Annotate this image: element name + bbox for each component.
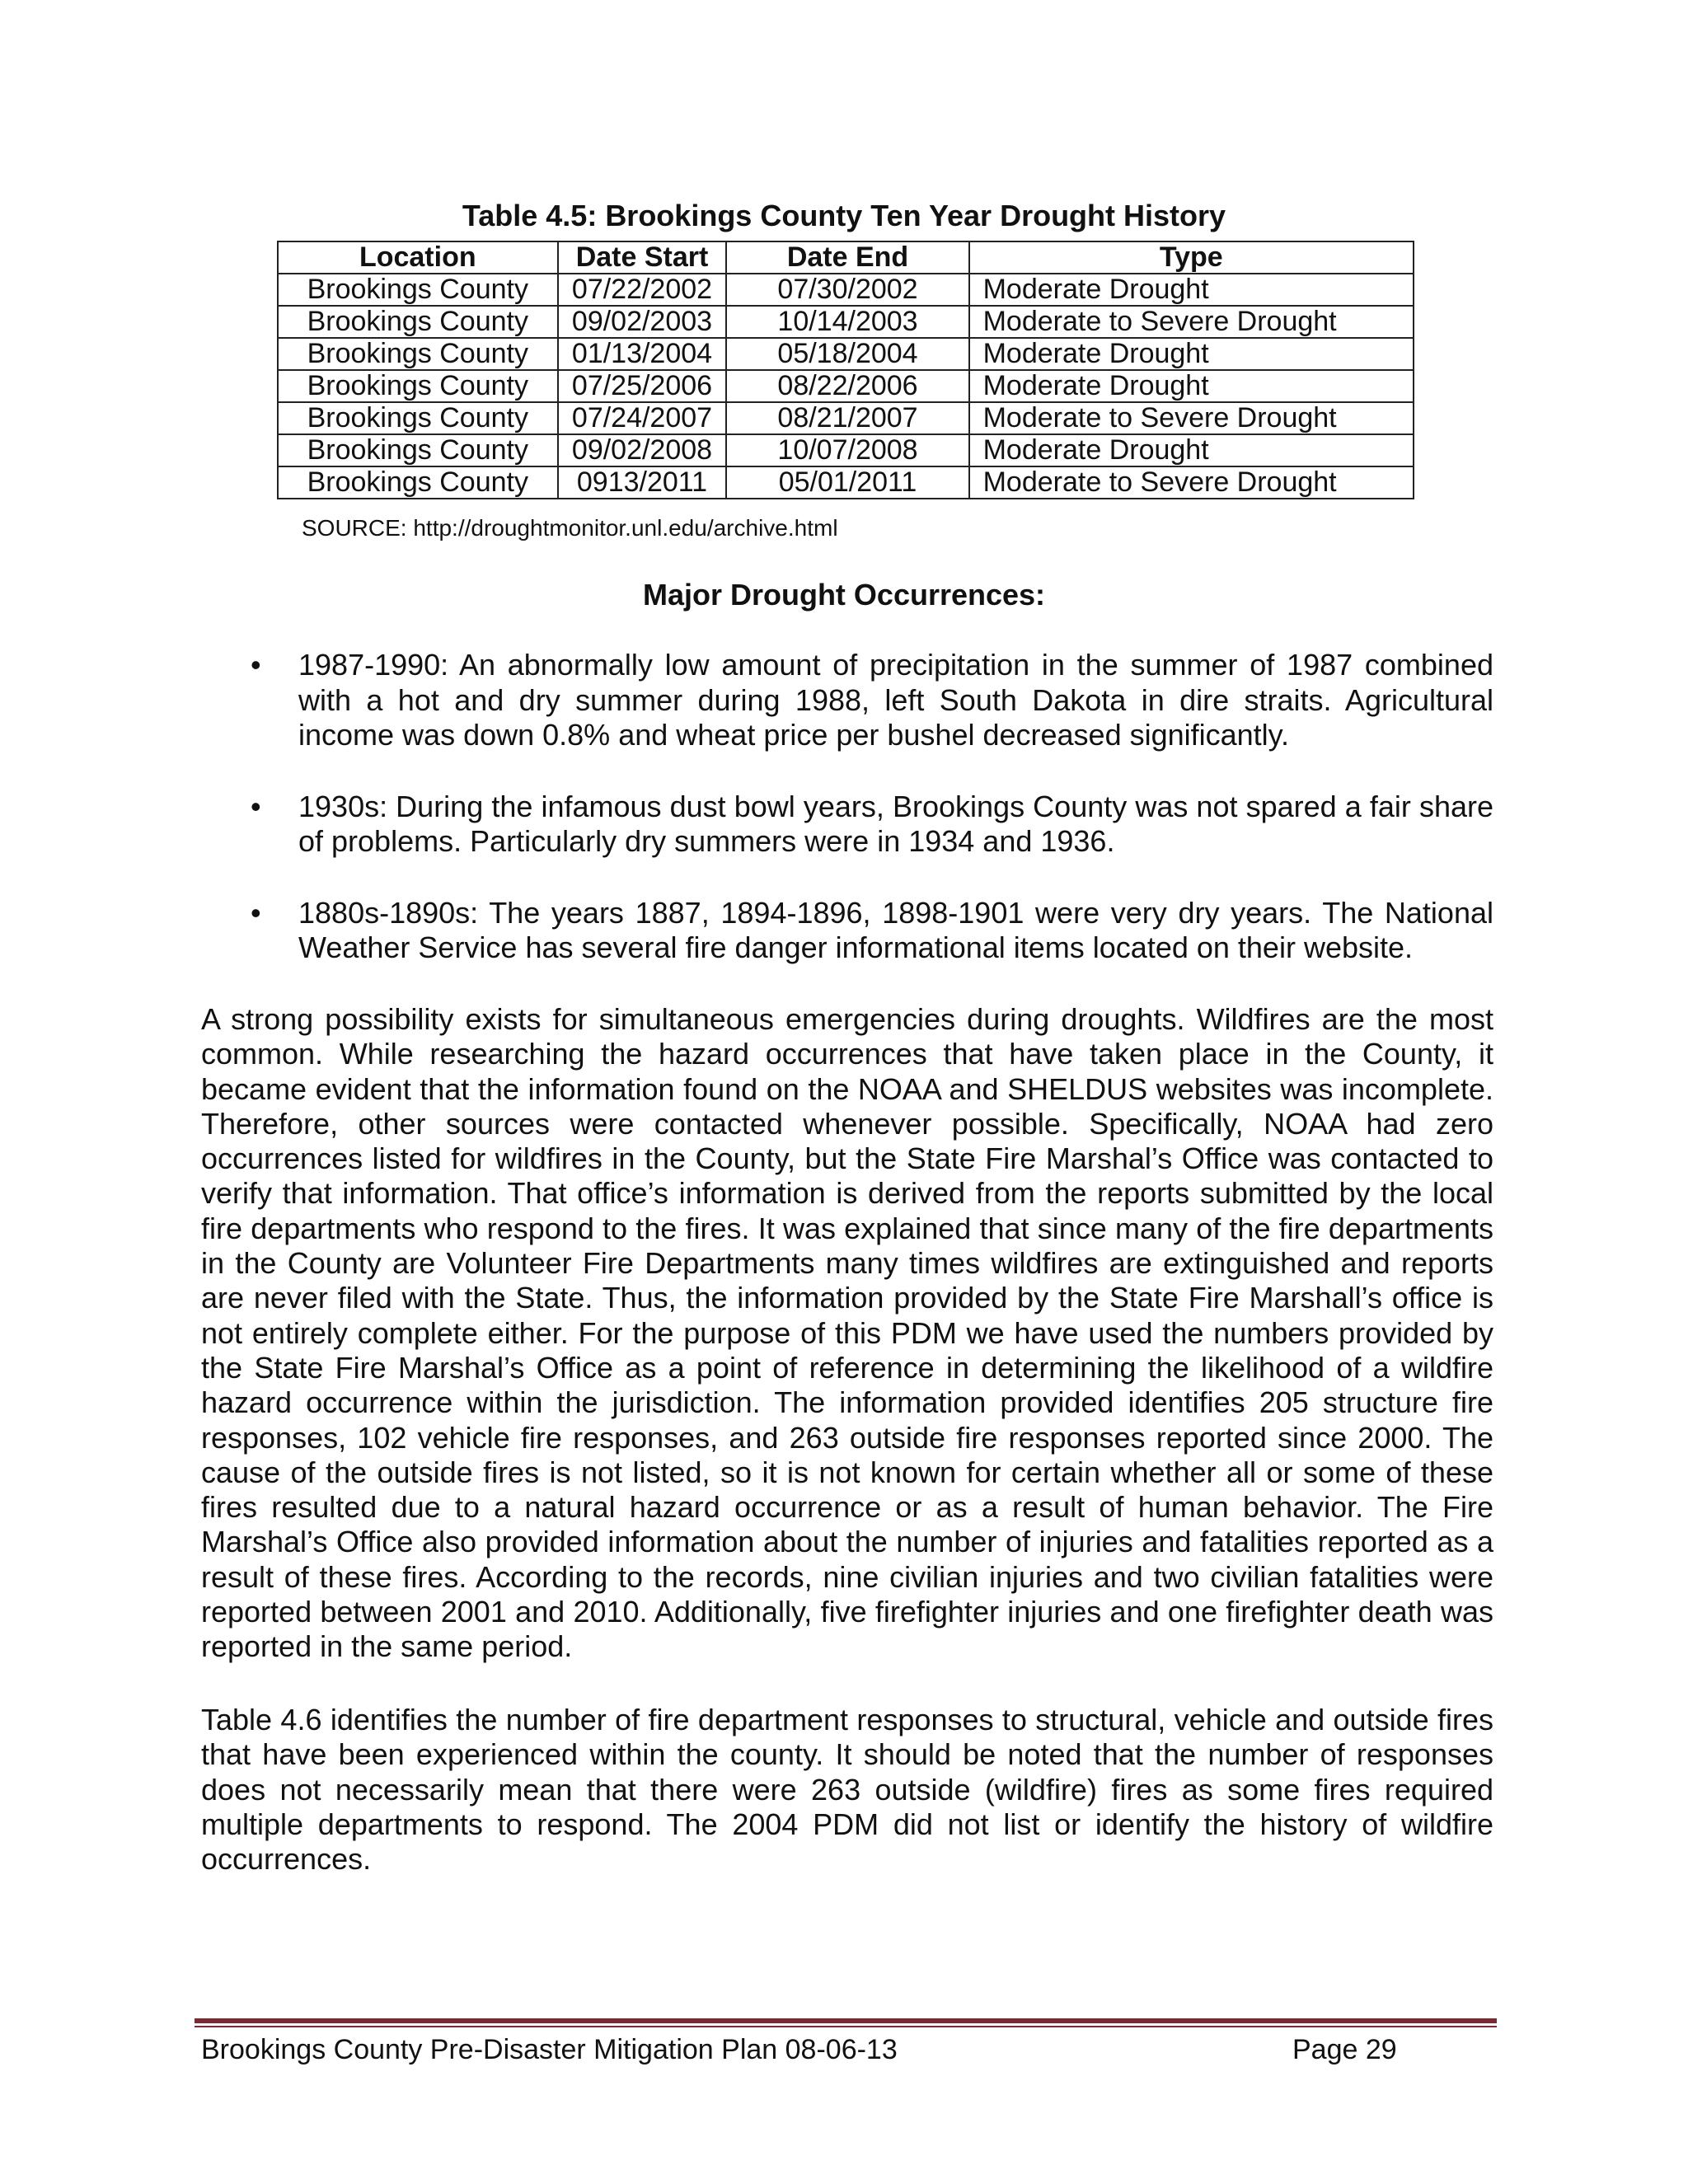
cell-location: Brookings County [278, 434, 558, 466]
body-paragraph: A strong possibility exists for simultaneous emergencies during droughts. Wildfires are the most common. While researching the hazard occurrences that have taken place in the County, it became evident that the information found on the NOAA and SHELDUS websites was incomplete. Therefore, other sources were contacted whenever possible. Specifically, NOAA had zero occurrences listed for wildfires in the County, but the State Fire Marshal’s Office was contacted to verify that information. That office’s information is derived from the reports submitted by the local fire departments who respond to the fires. It was explained that since many of the fire departments in the County are Volunteer Fire Departments many times wildfires are extinguished and reports are never filed with the State. Thus, the information provided by the State Fire Marshall’s office is not entirely complete either. For the purpose of this PDM we have used the numbers provided by the State Fire Marshal’s Office as a point of reference in determining the likelihood of a wildfire hazard occurrence within the jurisdiction. The information provided identifies 205 structure fire responses, 102 vehicle fire responses, and 263 outside fire responses reported since 2000. The cause of the outside fires is not listed, so it is not known for certain whether all or some of these fires resulted due to a natural hazard occurrence or as a result of human behavior. The Fire Marshal’s Office also provided information about the number of injuries and fatalities reported as a result of these fires. According to the records, nine civilian injuries and two civilian fatalities were reported between 2001 and 2010. Additionally, five firefighter injuries and one firefighter death was reported in the same period. [201, 1002, 1493, 1664]
cell-type: Moderate Drought [969, 370, 1414, 402]
footer-divider [195, 2018, 1497, 2023]
table-caption: Table 4.5: Brookings County Ten Year Drought History [462, 199, 1226, 232]
footer-page-number: Page 29 [1292, 2034, 1397, 2065]
table-row [278, 306, 1414, 338]
drought-occurrence-list [201, 648, 1493, 1002]
drought-history-table [277, 241, 1414, 499]
cell-date-end: 05/18/2004 [726, 338, 968, 370]
cell-location: Brookings County [278, 274, 558, 306]
cell-type: Moderate to Severe Drought [969, 466, 1414, 499]
footer-document-title: Brookings County Pre-Disaster Mitigation Plan 08-06-13 [201, 2034, 898, 2065]
cell-date-end: 05/01/2011 [726, 466, 968, 499]
bullet-icon: • [251, 648, 261, 682]
cell-date-start: 07/25/2006 [558, 370, 727, 402]
list-item-text: 1880s-1890s: The years 1887, 1894-1896, 1898-1901 were very dry years. The National Weather Service has several fire danger informational items located on their website. [298, 895, 1493, 964]
header-date-end: Date End [726, 241, 968, 274]
cell-date-start: 0913/2011 [558, 466, 727, 499]
table-row [278, 402, 1414, 434]
bullet-icon: • [251, 789, 261, 823]
section-heading: Major Drought Occurrences: [642, 578, 1046, 612]
cell-date-end: 07/30/2002 [726, 274, 968, 306]
cell-type: Moderate Drought [969, 434, 1414, 466]
table-source: SOURCE: http://droughtmonitor.unl.edu/archive.html [302, 515, 838, 541]
list-item [201, 648, 1493, 753]
cell-location: Brookings County [278, 402, 558, 434]
cell-date-start: 07/24/2007 [558, 402, 727, 434]
footer-divider-thin [195, 2026, 1497, 2027]
header-location: Location [278, 241, 558, 274]
cell-location: Brookings County [278, 370, 558, 402]
cell-date-end: 08/21/2007 [726, 402, 968, 434]
header-type: Type [969, 241, 1414, 274]
table-row [278, 338, 1414, 370]
list-item-text: 1987-1990: An abnormally low amount of precipitation in the summer of 1987 combined with a hot and dry summer during 1988, left South Dakota in dire straits. Agricultural income was down 0.8% and wheat price per bushel decreased significantly. [298, 648, 1493, 752]
cell-location: Brookings County [278, 338, 558, 370]
table-row [278, 466, 1414, 499]
cell-location: Brookings County [278, 306, 558, 338]
cell-type: Moderate to Severe Drought [969, 306, 1414, 338]
cell-date-end: 08/22/2006 [726, 370, 968, 402]
cell-date-start: 09/02/2008 [558, 434, 727, 466]
table-header-row [278, 241, 1414, 274]
table-row [278, 370, 1414, 402]
bullet-icon: • [251, 895, 261, 930]
cell-date-start: 07/22/2002 [558, 274, 727, 306]
cell-type: Moderate to Severe Drought [969, 402, 1414, 434]
list-item-text: 1930s: During the infamous dust bowl years, Brookings County was not spared a fair share of problems. Particularly dry summers were in 1934 and 1936. [298, 789, 1493, 858]
cell-type: Moderate Drought [969, 274, 1414, 306]
table-row [278, 434, 1414, 466]
cell-date-start: 09/02/2003 [558, 306, 727, 338]
list-item [201, 896, 1493, 966]
cell-date-end: 10/14/2003 [726, 306, 968, 338]
cell-date-end: 10/07/2008 [726, 434, 968, 466]
table-row [278, 274, 1414, 306]
cell-location: Brookings County [278, 466, 558, 499]
list-item [201, 790, 1493, 860]
header-date-start: Date Start [558, 241, 727, 274]
cell-type: Moderate Drought [969, 338, 1414, 370]
body-paragraph: Table 4.6 identifies the number of fire department responses to structural, vehicle and outside fires that have been experienced within the county. It should be noted that the number of responses does not necessarily mean that there were 263 outside (wildfire) fires as some fires required multiple departments to respond. The 2004 PDM did not list or identify the history of wildfire occurrences. [201, 1703, 1493, 1877]
cell-date-start: 01/13/2004 [558, 338, 727, 370]
